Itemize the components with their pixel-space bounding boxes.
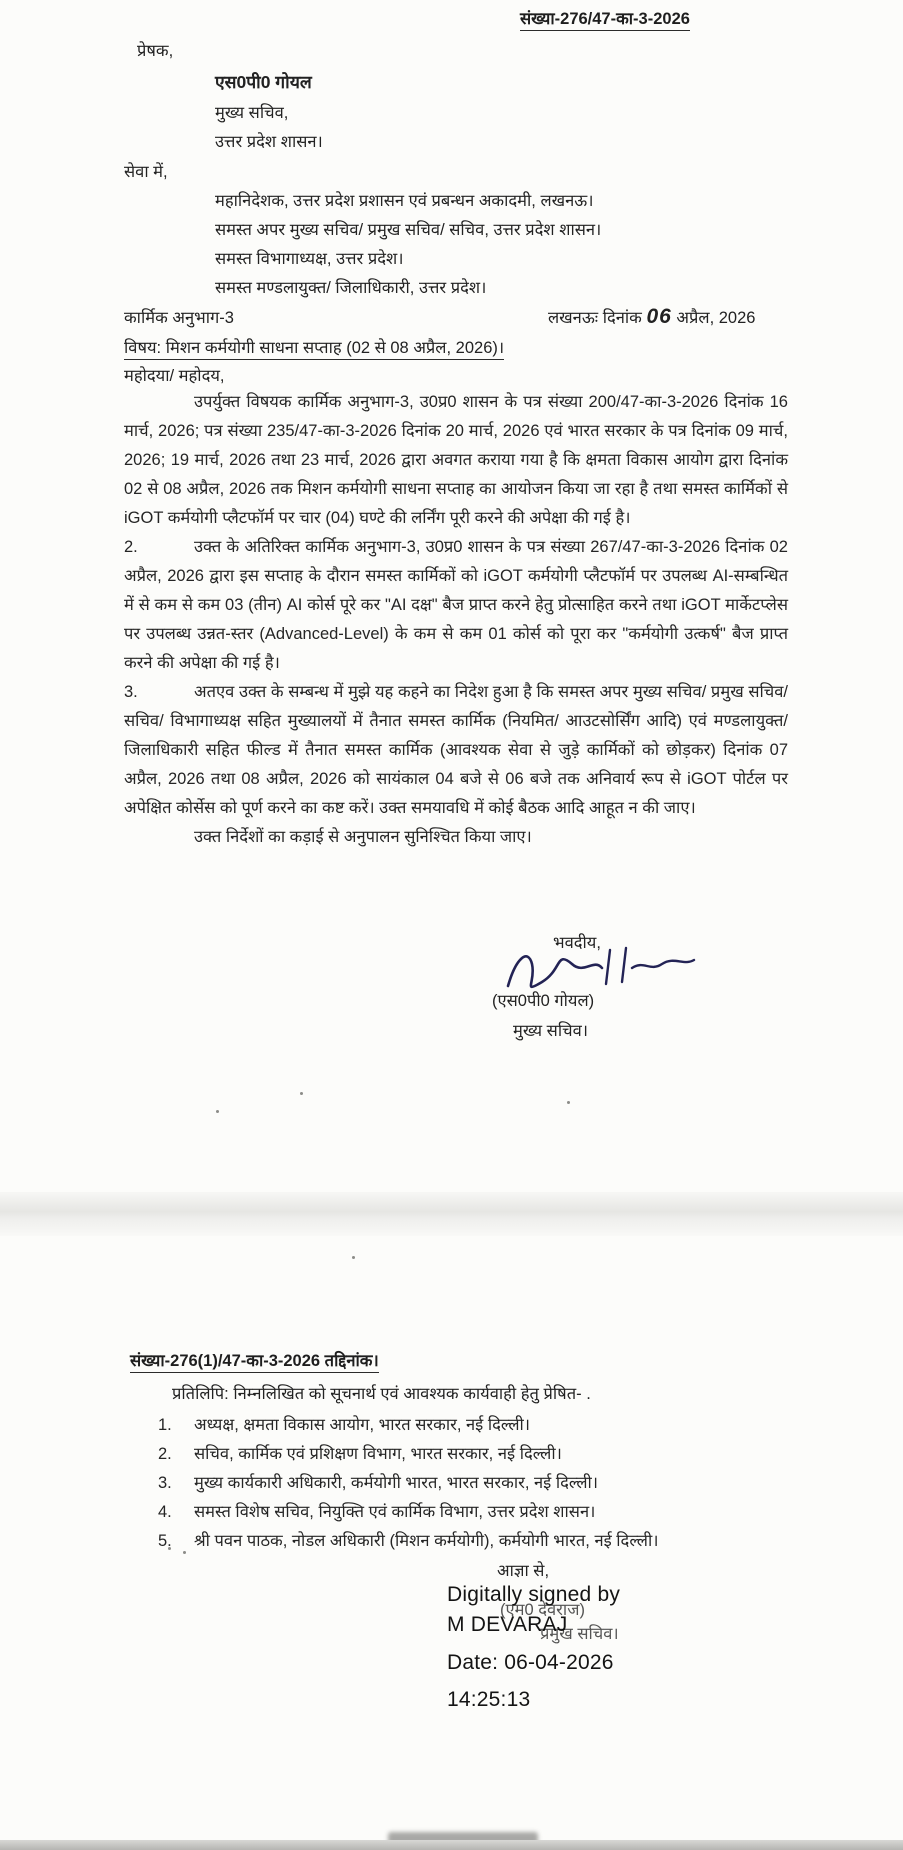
scan-speck bbox=[567, 1101, 570, 1104]
digital-signature-line: Digitally signed by bbox=[447, 1583, 621, 1606]
paragraph-text: उपर्युक्त विषयक कार्मिक अनुभाग-3, उ0प्र0 शासन के पत्र संख्या 200/47-का-3-2026 दिनांक 16 मार्च, 2026; पत्र संख्या 235/47-का-3-2026 दिनांक 20 मार्च, 2026 एवं भारत सरकार के पत्र दिनांक 09 मार्च, 2026; 19 मार्च, 2026 तथा 23 मार्च, 2026 द्वारा अवगत कराया गया है कि क्षमता विकास आयोग द्वारा दिनांक 02 से 08 अप्रैल, 2026 तक मिशन कर्मयोगी साधना सप्ताह का आयोजन किया जा रहा है तथा समस्त कार्मिकों से iGOT कर्मयोगी प्लैटफॉर्म पर चार (04) घण्टे की लर्निंग पूरी करने की अपेक्षा की गई है। bbox=[124, 393, 788, 527]
copy-item-number: 3. bbox=[158, 1474, 172, 1492]
copy-item-text: समस्त विशेष सचिव, नियुक्ति एवं कार्मिक विभाग, उत्तर प्रदेश शासन। bbox=[194, 1503, 596, 1521]
by-order-label: आज्ञा से, bbox=[497, 1562, 550, 1580]
copy-item-text: अध्यक्ष, क्षमता विकास आयोग, भारत सरकार, नई दिल्ली। bbox=[194, 1416, 531, 1434]
from-label: प्रेषक, bbox=[137, 42, 174, 60]
place-date-line bbox=[548, 305, 755, 329]
letter-body bbox=[124, 388, 788, 852]
recipient-line: समस्त अपर मुख्य सचिव/ प्रमुख सचिव/ सचिव, उत्तर प्रदेश शासन। bbox=[215, 221, 602, 239]
signatory-name: (एस0पी0 गोयल) bbox=[492, 992, 595, 1010]
scan-bottom-edge bbox=[0, 1840, 903, 1850]
recipient-line: समस्त विभागाध्यक्ष, उत्तर प्रदेश। bbox=[215, 250, 404, 268]
paragraph-2 bbox=[124, 533, 788, 678]
digital-signature-name: M DEVARAJ bbox=[447, 1613, 568, 1636]
paragraph-text: अतएव उक्त के सम्बन्ध में मुझे यह कहने का निदेश हुआ है कि समस्त अपर मुख्य सचिव/ प्रमुख सचिव/ सचिव/ विभागाध्यक्ष सहित मुख्यालयों में तैनात समस्त कार्मिक (नियमित/ आउटसोर्सिंग आदि) एवं मण्डलायुक्त/ जिलाधिकारी सहित फील्ड में तैनात समस्त कार्मिक (आवश्यक सेवा से जुड़े कार्मिकों को छोड़कर) दिनांक 07 अप्रैल, 2026 तथा 08 अप्रैल, 2026 को सायंकाल 04 बजे से 06 बजे तक अनिवार्य रूप से iGOT पोर्टल पर अपेक्षित कोर्सेस को पूर्ण करने का कष्ट करें। उक्त समयावधि में कोई बैठक आदि आहूत न की जाए। bbox=[124, 683, 788, 817]
section-name: कार्मिक अनुभाग-3 bbox=[124, 309, 234, 327]
sender-name: एस0पी0 गोयल bbox=[215, 72, 312, 92]
copy-item-number: 5. bbox=[158, 1532, 172, 1550]
scan-speck bbox=[216, 1110, 219, 1113]
salutation: महोदया/ महोदय, bbox=[124, 367, 225, 385]
sender-org: उत्तर प्रदेश शासन। bbox=[215, 133, 323, 151]
recipient-line: समस्त मण्डलायुक्त/ जिलाधिकारी, उत्तर प्रदेश। bbox=[215, 279, 487, 297]
closing-line: उक्त निर्देशों का कड़ाई से अनुपालन सुनिश्चित किया जाए। bbox=[194, 828, 532, 846]
letter-ref-number: संख्या-276/47-का-3-2026 bbox=[520, 6, 690, 31]
endorsement-signatory-name: (एम0 देवराज) bbox=[500, 1601, 585, 1619]
copy-item-text: सचिव, कार्मिक एवं प्रशिक्षण विभाग, भारत सरकार, नई दिल्ली। bbox=[194, 1445, 562, 1463]
place-date-prefix: लखनऊः दिनांक bbox=[548, 309, 642, 327]
copy-item bbox=[158, 1412, 530, 1435]
paragraph-1 bbox=[124, 388, 788, 533]
endorsement-signatory-designation: प्रमुख सचिव। bbox=[540, 1625, 619, 1643]
place-date-rest: अप्रैल, 2026 bbox=[676, 309, 756, 327]
valediction: भवदीय, bbox=[553, 934, 601, 952]
copy-item bbox=[158, 1499, 595, 1522]
paragraph-text: उक्त के अतिरिक्त कार्मिक अनुभाग-3, उ0प्र0 शासन के पत्र संख्या 267/47-का-3-2026 दिनांक 02 अप्रैल, 2026 द्वारा इस सप्ताह के दौरान समस्त कार्मिकों को iGOT कर्मयोगी प्लैटफॉर्म पर उपलब्ध AI-सम्बन्धित में से कम से कम 03 (तीन) AI कोर्स पूरे कर "AI दक्ष" बैज प्राप्त करने हेतु प्रोत्साहित करने तथा iGOT मार्केटप्लेस पर उपलब्ध उन्नत-स्तर (Advanced-Level) के कम से कम 01 कोर्स को पूरा कर "कर्मयोगी उत्कर्ष" बैज प्राप्त करने की अपेक्षा की गई है। bbox=[124, 538, 788, 672]
scan-speck bbox=[352, 1256, 355, 1259]
recipient-line: महानिदेशक, उत्तर प्रदेश प्रशासन एवं प्रबन्धन अकादमी, लखनऊ। bbox=[215, 192, 594, 210]
copy-item-text: श्री पवन पाठक, नोडल अधिकारी (मिशन कर्मयोगी), कर्मयोगी भारत, नई दिल्ली। bbox=[194, 1532, 659, 1550]
paragraph-3 bbox=[124, 678, 788, 823]
paragraph-number: 3. bbox=[124, 683, 138, 701]
copy-distribution-line: प्रतिलिपि: निम्नलिखित को सूचनार्थ एवं आवश्यक कार्यवाही हेतु प्रेषित- . bbox=[172, 1385, 591, 1403]
copy-item bbox=[158, 1528, 658, 1551]
copy-item-number: 4. bbox=[158, 1503, 172, 1521]
copy-item-text: मुख्य कार्यकारी अधिकारी, कर्मयोगी भारत, भारत सरकार, नई दिल्ली। bbox=[194, 1474, 599, 1492]
scan-speck bbox=[183, 1551, 186, 1554]
subject-line: विषय: मिशन कर्मयोगी साधना सप्ताह (02 से 08 अप्रैल, 2026)। bbox=[124, 335, 504, 360]
endorsement-ref-number: संख्या-276(1)/47-का-3-2026 तद्दिनांक। bbox=[130, 1348, 379, 1373]
scan-speck bbox=[300, 1092, 303, 1095]
digital-signature-date: Date: 06-04-2026 bbox=[447, 1651, 614, 1674]
paragraph-number: 2. bbox=[124, 538, 138, 556]
to-label: सेवा में, bbox=[124, 163, 168, 181]
sender-title: मुख्य सचिव, bbox=[215, 104, 289, 122]
copy-item-number: 2. bbox=[158, 1445, 172, 1463]
scan-page-break-band bbox=[0, 1192, 903, 1236]
copy-item-number: 1. bbox=[158, 1416, 172, 1434]
digital-signature-time: 14:25:13 bbox=[447, 1688, 531, 1711]
signatory-designation: मुख्य सचिव। bbox=[513, 1022, 589, 1040]
handwritten-day: 06 bbox=[646, 305, 672, 328]
copy-item bbox=[158, 1470, 598, 1493]
copy-item bbox=[158, 1441, 562, 1464]
